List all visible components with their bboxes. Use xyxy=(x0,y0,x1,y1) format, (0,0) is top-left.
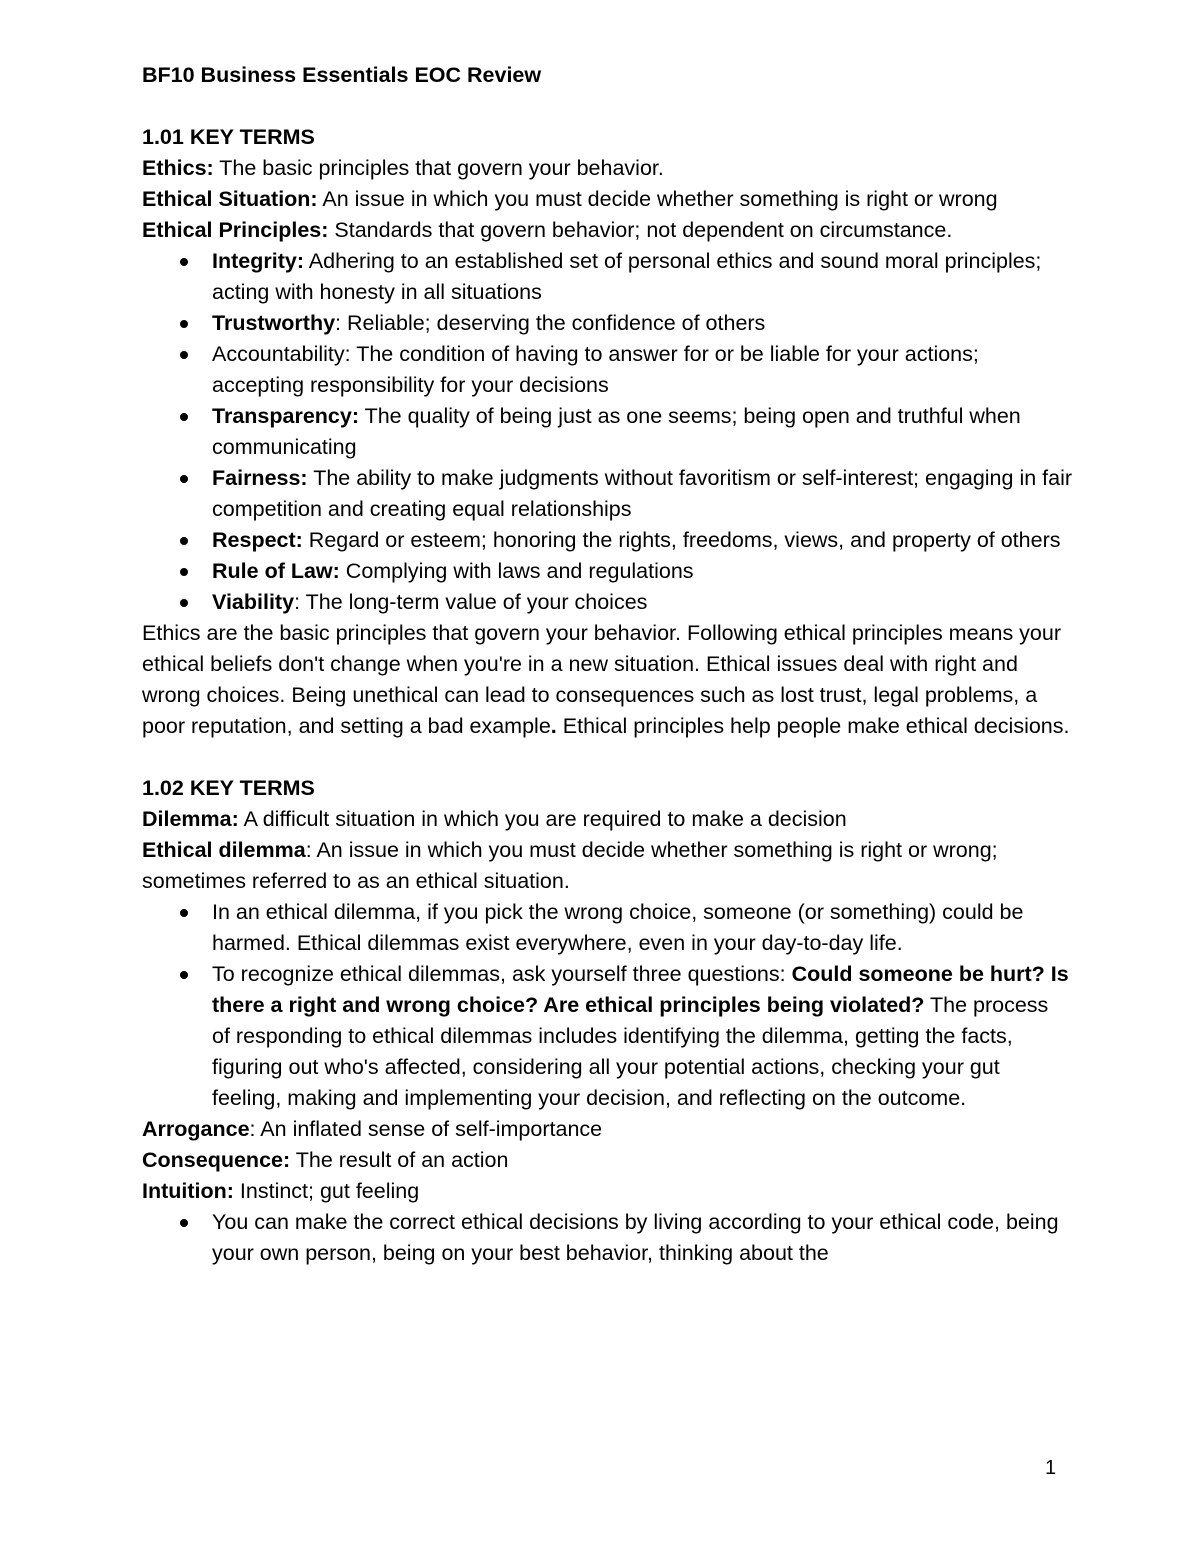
definition-intuition xyxy=(142,1176,1072,1207)
section-heading-1-02: 1.02 KEY TERMS xyxy=(142,776,315,800)
definition-dilemma xyxy=(142,804,1072,835)
ethics-summary-paragraph xyxy=(142,618,1072,742)
spacer xyxy=(142,91,1072,122)
bullet-icon xyxy=(180,537,188,545)
definition-arrogance xyxy=(142,1114,1072,1145)
bullet-text: In an ethical dilemma, if you pick the wrong choice, someone (or something) could be harmed. Ethical dilemmas exist everywhere, even in your day-to-day life. xyxy=(212,900,1024,955)
bullet-icon xyxy=(180,1219,188,1227)
bullet-text: You can make the correct ethical decisions by living according to your ethical code, being your own person, being on your best behavior, thinking about the xyxy=(212,1210,1059,1265)
term-label: Ethical dilemma xyxy=(142,838,306,862)
list-item-fairness xyxy=(142,463,1072,525)
term-label: Dilemma: xyxy=(142,807,239,831)
definition-text: A difficult situation in which you are required to make a decision xyxy=(238,807,847,831)
term-label: Viability xyxy=(212,590,295,614)
term-label: Ethical Principles: xyxy=(142,218,329,242)
page-number: 1 xyxy=(1045,1457,1057,1479)
list-item xyxy=(142,897,1072,959)
definition-text: Instinct; gut feeling xyxy=(233,1179,420,1203)
bullet-icon xyxy=(180,351,188,359)
definition-text: The ability to make judgments without favoritism or self-interest; engaging in fair competition and creating equal relationships xyxy=(212,466,1073,521)
definition-text: : The long-term value of your choices xyxy=(294,590,648,614)
term-label: Transparency: xyxy=(212,404,359,428)
term-label: Integrity: xyxy=(212,249,304,273)
ethical-dilemma-list xyxy=(142,897,1072,1114)
paragraph-bold-period: . xyxy=(550,714,557,738)
definition-consequence xyxy=(142,1145,1072,1176)
term-label: Respect: xyxy=(212,528,303,552)
term-label: Fairness: xyxy=(212,466,308,490)
definition-text: Standards that govern behavior; not dependent on circumstance. xyxy=(328,218,953,242)
definition-text: : An inflated sense of self-importance xyxy=(249,1117,603,1141)
bullet-bold-questions: Could someone be hurt? Is there a right and wrong choice? Are ethical principles being violated? xyxy=(212,962,1069,1017)
spacer xyxy=(142,742,1072,773)
bullet-icon xyxy=(180,475,188,483)
definition-text: Accountability: The condition of having to answer for or be liable for your actions; accepting responsibility for your decisions xyxy=(212,342,979,397)
list-item-transparency xyxy=(142,401,1072,463)
list-item-rule-of-law xyxy=(142,556,1072,587)
list-item-trustworthy xyxy=(142,308,1072,339)
definition-text: Regard or esteem; honoring the rights, freedoms, views, and property of others xyxy=(302,528,1061,552)
definition-text: The quality of being just as one seems; being open and truthful when communicating xyxy=(212,404,1021,459)
bullet-icon xyxy=(180,258,188,266)
list-item-integrity xyxy=(142,246,1072,308)
bullet-text: The process of responding to ethical dilemmas includes identifying the dilemma, getting the facts, figuring out who's affected, considering all your potential actions, checking your gut feeling, making and implementing your decision, and reflecting on the outcome. xyxy=(212,993,1049,1110)
definition-text: An issue in which you must decide whether something is right or wrong xyxy=(317,187,998,211)
term-label: Rule of Law: xyxy=(212,559,340,583)
bullet-icon xyxy=(180,568,188,576)
definition-ethical-dilemma xyxy=(142,835,1072,897)
section-heading-1-01: 1.01 KEY TERMS xyxy=(142,125,315,149)
term-label: Ethical Situation: xyxy=(142,187,318,211)
list-item xyxy=(142,959,1072,1114)
ethical-decisions-list xyxy=(142,1207,1072,1269)
bullet-icon xyxy=(180,599,188,607)
bullet-icon xyxy=(180,909,188,917)
term-label: Ethics: xyxy=(142,156,214,180)
definition-ethical-situation xyxy=(142,184,1072,215)
term-label: Trustworthy xyxy=(212,311,336,335)
definition-text: : An issue in which you must decide whether something is right or wrong; sometimes referred to as an ethical situation. xyxy=(142,838,998,893)
definition-text: Complying with laws and regulations xyxy=(339,559,694,583)
term-label: Consequence: xyxy=(142,1148,291,1172)
paragraph-text: Ethics are the basic principles that govern your behavior. Following ethical principles means your ethical beliefs don't change when you're in a new situation. Ethical issues deal with right and wrong choices. Being unethical can lead to consequences such as lost trust, legal problems, a poor reputation, and setting a bad example xyxy=(142,621,1061,738)
bullet-icon xyxy=(180,320,188,328)
bullet-icon xyxy=(180,413,188,421)
definition-text: The basic principles that govern your behavior. xyxy=(213,156,664,180)
definition-text: Adhering to an established set of personal ethics and sound moral principles; acting with honesty in all situations xyxy=(212,249,1042,304)
list-item-respect xyxy=(142,525,1072,556)
ethical-principles-list xyxy=(142,246,1072,618)
list-item-viability xyxy=(142,587,1072,618)
definition-ethical-principles xyxy=(142,215,1072,246)
term-label: Arrogance xyxy=(142,1117,250,1141)
list-item xyxy=(142,1207,1072,1269)
bullet-icon xyxy=(180,971,188,979)
definition-ethics xyxy=(142,153,1072,184)
bullet-text: To recognize ethical dilemmas, ask yourself three questions: xyxy=(212,962,792,986)
paragraph-text: Ethical principles help people make ethical decisions. xyxy=(556,714,1070,738)
term-label: Intuition: xyxy=(142,1179,234,1203)
document-title: BF10 Business Essentials EOC Review xyxy=(142,63,542,87)
definition-text: The result of an action xyxy=(290,1148,509,1172)
definition-text: : Reliable; deserving the confidence of others xyxy=(335,311,766,335)
list-item-accountability xyxy=(142,339,1072,401)
document-page xyxy=(142,60,1072,1269)
